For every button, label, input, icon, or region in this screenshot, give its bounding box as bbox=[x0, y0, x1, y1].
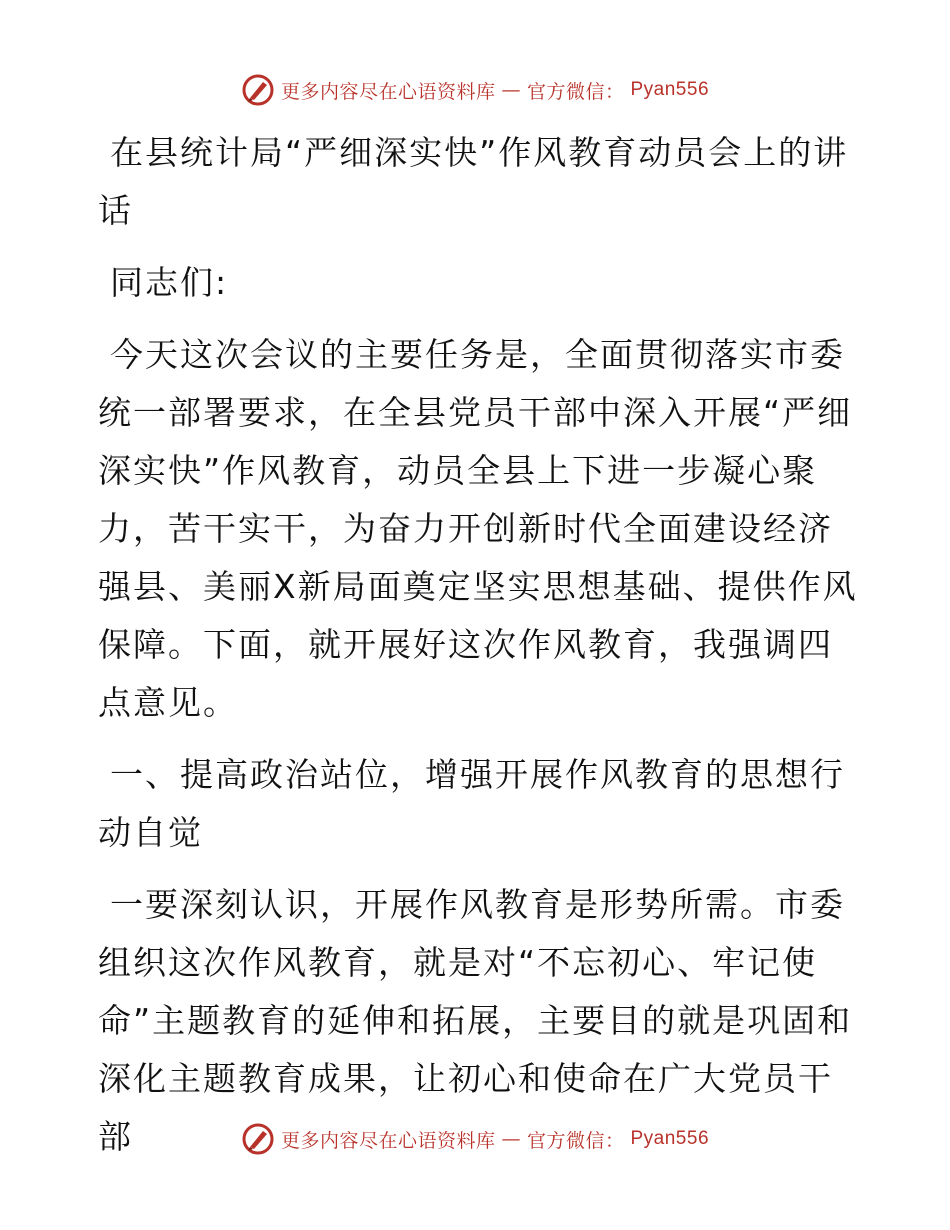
watermark-dash: — bbox=[501, 1128, 521, 1150]
watermark-official: 官方微信： bbox=[526, 1129, 625, 1152]
watermark-wechat-id: Pyan556 bbox=[630, 1128, 710, 1149]
footer-watermark bbox=[0, 1119, 950, 1159]
section-heading-1: 一、提高政治站位，增强开展作风教育的思想行动自觉 bbox=[98, 755, 845, 852]
paragraph-1: 今天这次会议的主要任务是，全面贯彻落实市委统一部署要求，在全县党员干部中深入开展“严细深实快”作风教育，动员全县上下进一步凝心聚力，苦干实干，为奋力开创新时代全面建设经济强县、美丽X新局面奠定坚实思想基础、提供作风保障。下面，就开展好这次作风教育，我强调四点意见。 bbox=[98, 335, 858, 722]
watermark-text: 更多内容尽在心语资料库 bbox=[280, 80, 496, 103]
paragraph-2: 一要深刻认识，开展作风教育是形势所需。市委组织这次作风教育，就是对“不忘初心、牢记使命”主题教育的延伸和拓展，主要目的就是巩固和深化主题教育成果，让初心和使命在广大党员干部 bbox=[98, 885, 853, 1156]
watermark-dash: — bbox=[501, 79, 521, 101]
watermark-wechat-id: Pyan556 bbox=[630, 79, 710, 100]
watermark-text: 更多内容尽在心语资料库 bbox=[280, 1129, 496, 1152]
document-title: 在县统计局“严细深实快”作风教育动员会上的讲话 bbox=[98, 133, 849, 230]
document-body bbox=[98, 124, 858, 1180]
header-watermark bbox=[0, 70, 950, 110]
watermark-official: 官方微信： bbox=[526, 80, 625, 103]
pen-seal-icon bbox=[241, 73, 275, 107]
greeting: 同志们: bbox=[110, 263, 229, 302]
pen-seal-icon bbox=[241, 1122, 275, 1156]
